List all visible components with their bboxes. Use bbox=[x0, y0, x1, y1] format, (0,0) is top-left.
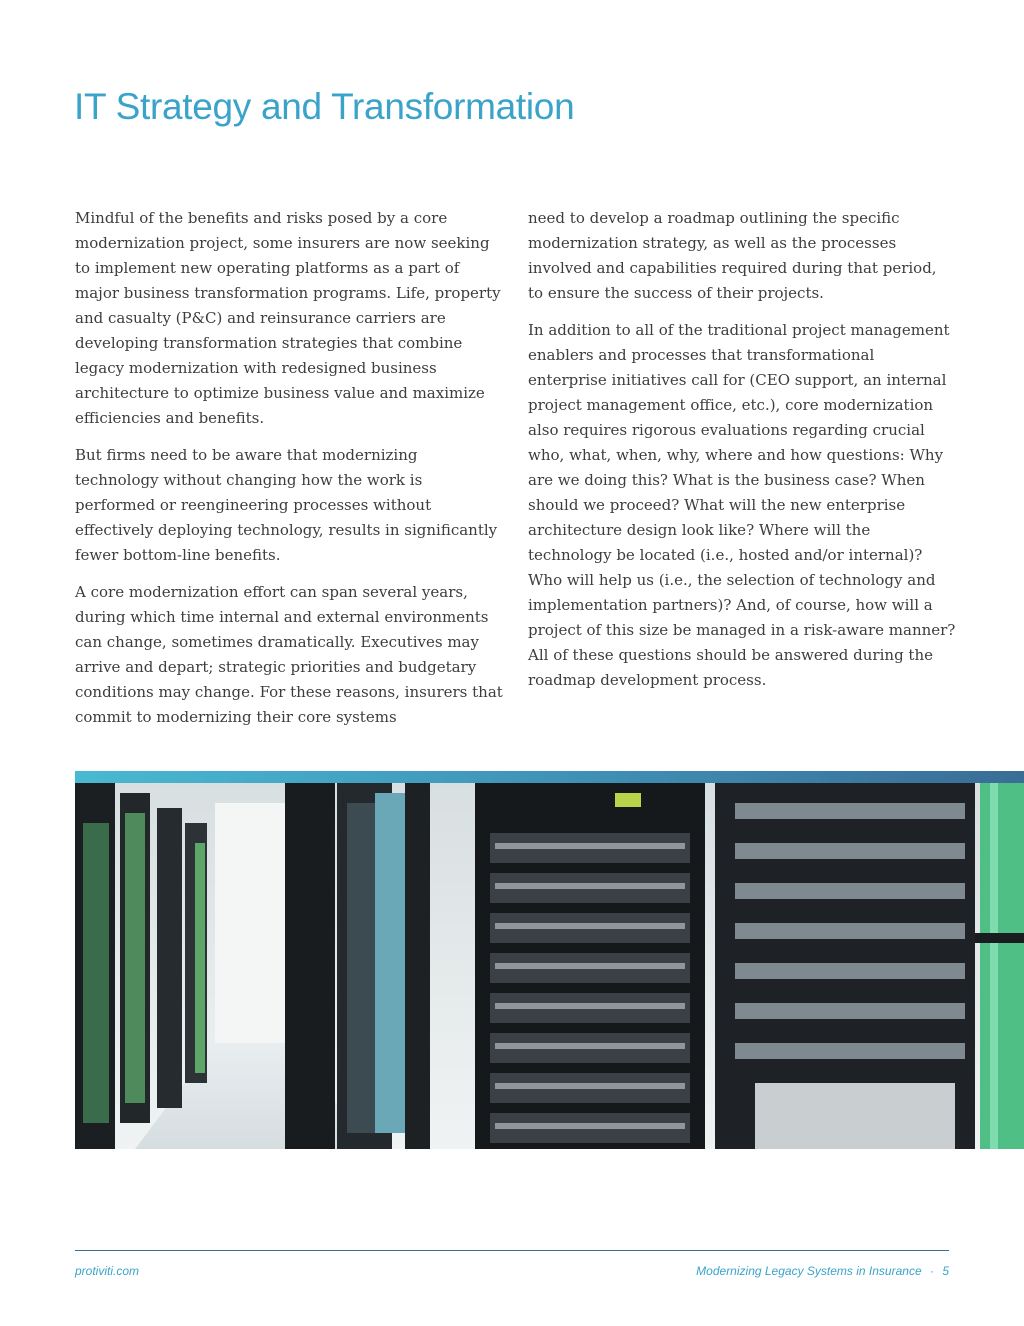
paragraph: In addition to all of the traditional project management enablers and processes that transformational enterprise initiatives call for (CEO support, an internal project management office, etc.), core modernization also requires rigorous evaluations regarding crucial who, what, when, why, where and how questions: Why are we doing this? What is the business case? When should we proceed? What will the new enterprise architecture design look like? Where will the technology be located (i.e., hosted and/or internal)? Who will help us (i.e., the selection of technology and implementation partners)? And, of course, how will a project of this size be managed in a risk-aware manner? All of these questions should be answered during the roadmap development process. bbox=[528, 321, 956, 689]
paragraph: A core modernization effort can span several years, during which time internal and external environments can change, sometimes dramatically. Executives may arrive and depart; strategic priorities and budgetary conditions may change. For these reasons, insurers that commit to modernizing their core systems bbox=[75, 583, 503, 726]
paragraph: need to develop a roadmap outlining the specific modernization strategy, as well as the processes involved and capabilities required during that period, to ensure the success of their projects. bbox=[528, 209, 937, 302]
paragraph: But firms need to be aware that modernizing technology without changing how the work is performed or reengineering processes without effectively deploying technology, results in significantly fewer bottom-line benefits. bbox=[75, 446, 498, 564]
server-room-illustration bbox=[75, 783, 1024, 1149]
right-column bbox=[528, 206, 956, 705]
footer-publication bbox=[696, 1264, 949, 1278]
footer-separator: · bbox=[929, 1264, 934, 1278]
publication-title: Modernizing Legacy Systems in Insurance bbox=[696, 1264, 922, 1278]
photo-accent-band bbox=[75, 771, 1024, 783]
page-title: IT Strategy and Transformation bbox=[74, 86, 575, 127]
paragraph: Mindful of the benefits and risks posed by a core modernization project, some insurers are now seeking to implement new operating platforms as a part of major business transformation programs. Life, property and casualty (P&C) and reinsurance carriers are developing transformation strategies that combine legacy modernization with redesigned business architecture to optimize business value and maximize efficiencies and benefits. bbox=[75, 209, 501, 427]
footer-divider bbox=[75, 1250, 949, 1251]
footer-site-link[interactable]: protiviti.com bbox=[75, 1264, 140, 1278]
server-room-photo bbox=[75, 783, 1024, 1149]
left-column bbox=[75, 206, 503, 742]
page-number: 5 bbox=[942, 1264, 949, 1278]
